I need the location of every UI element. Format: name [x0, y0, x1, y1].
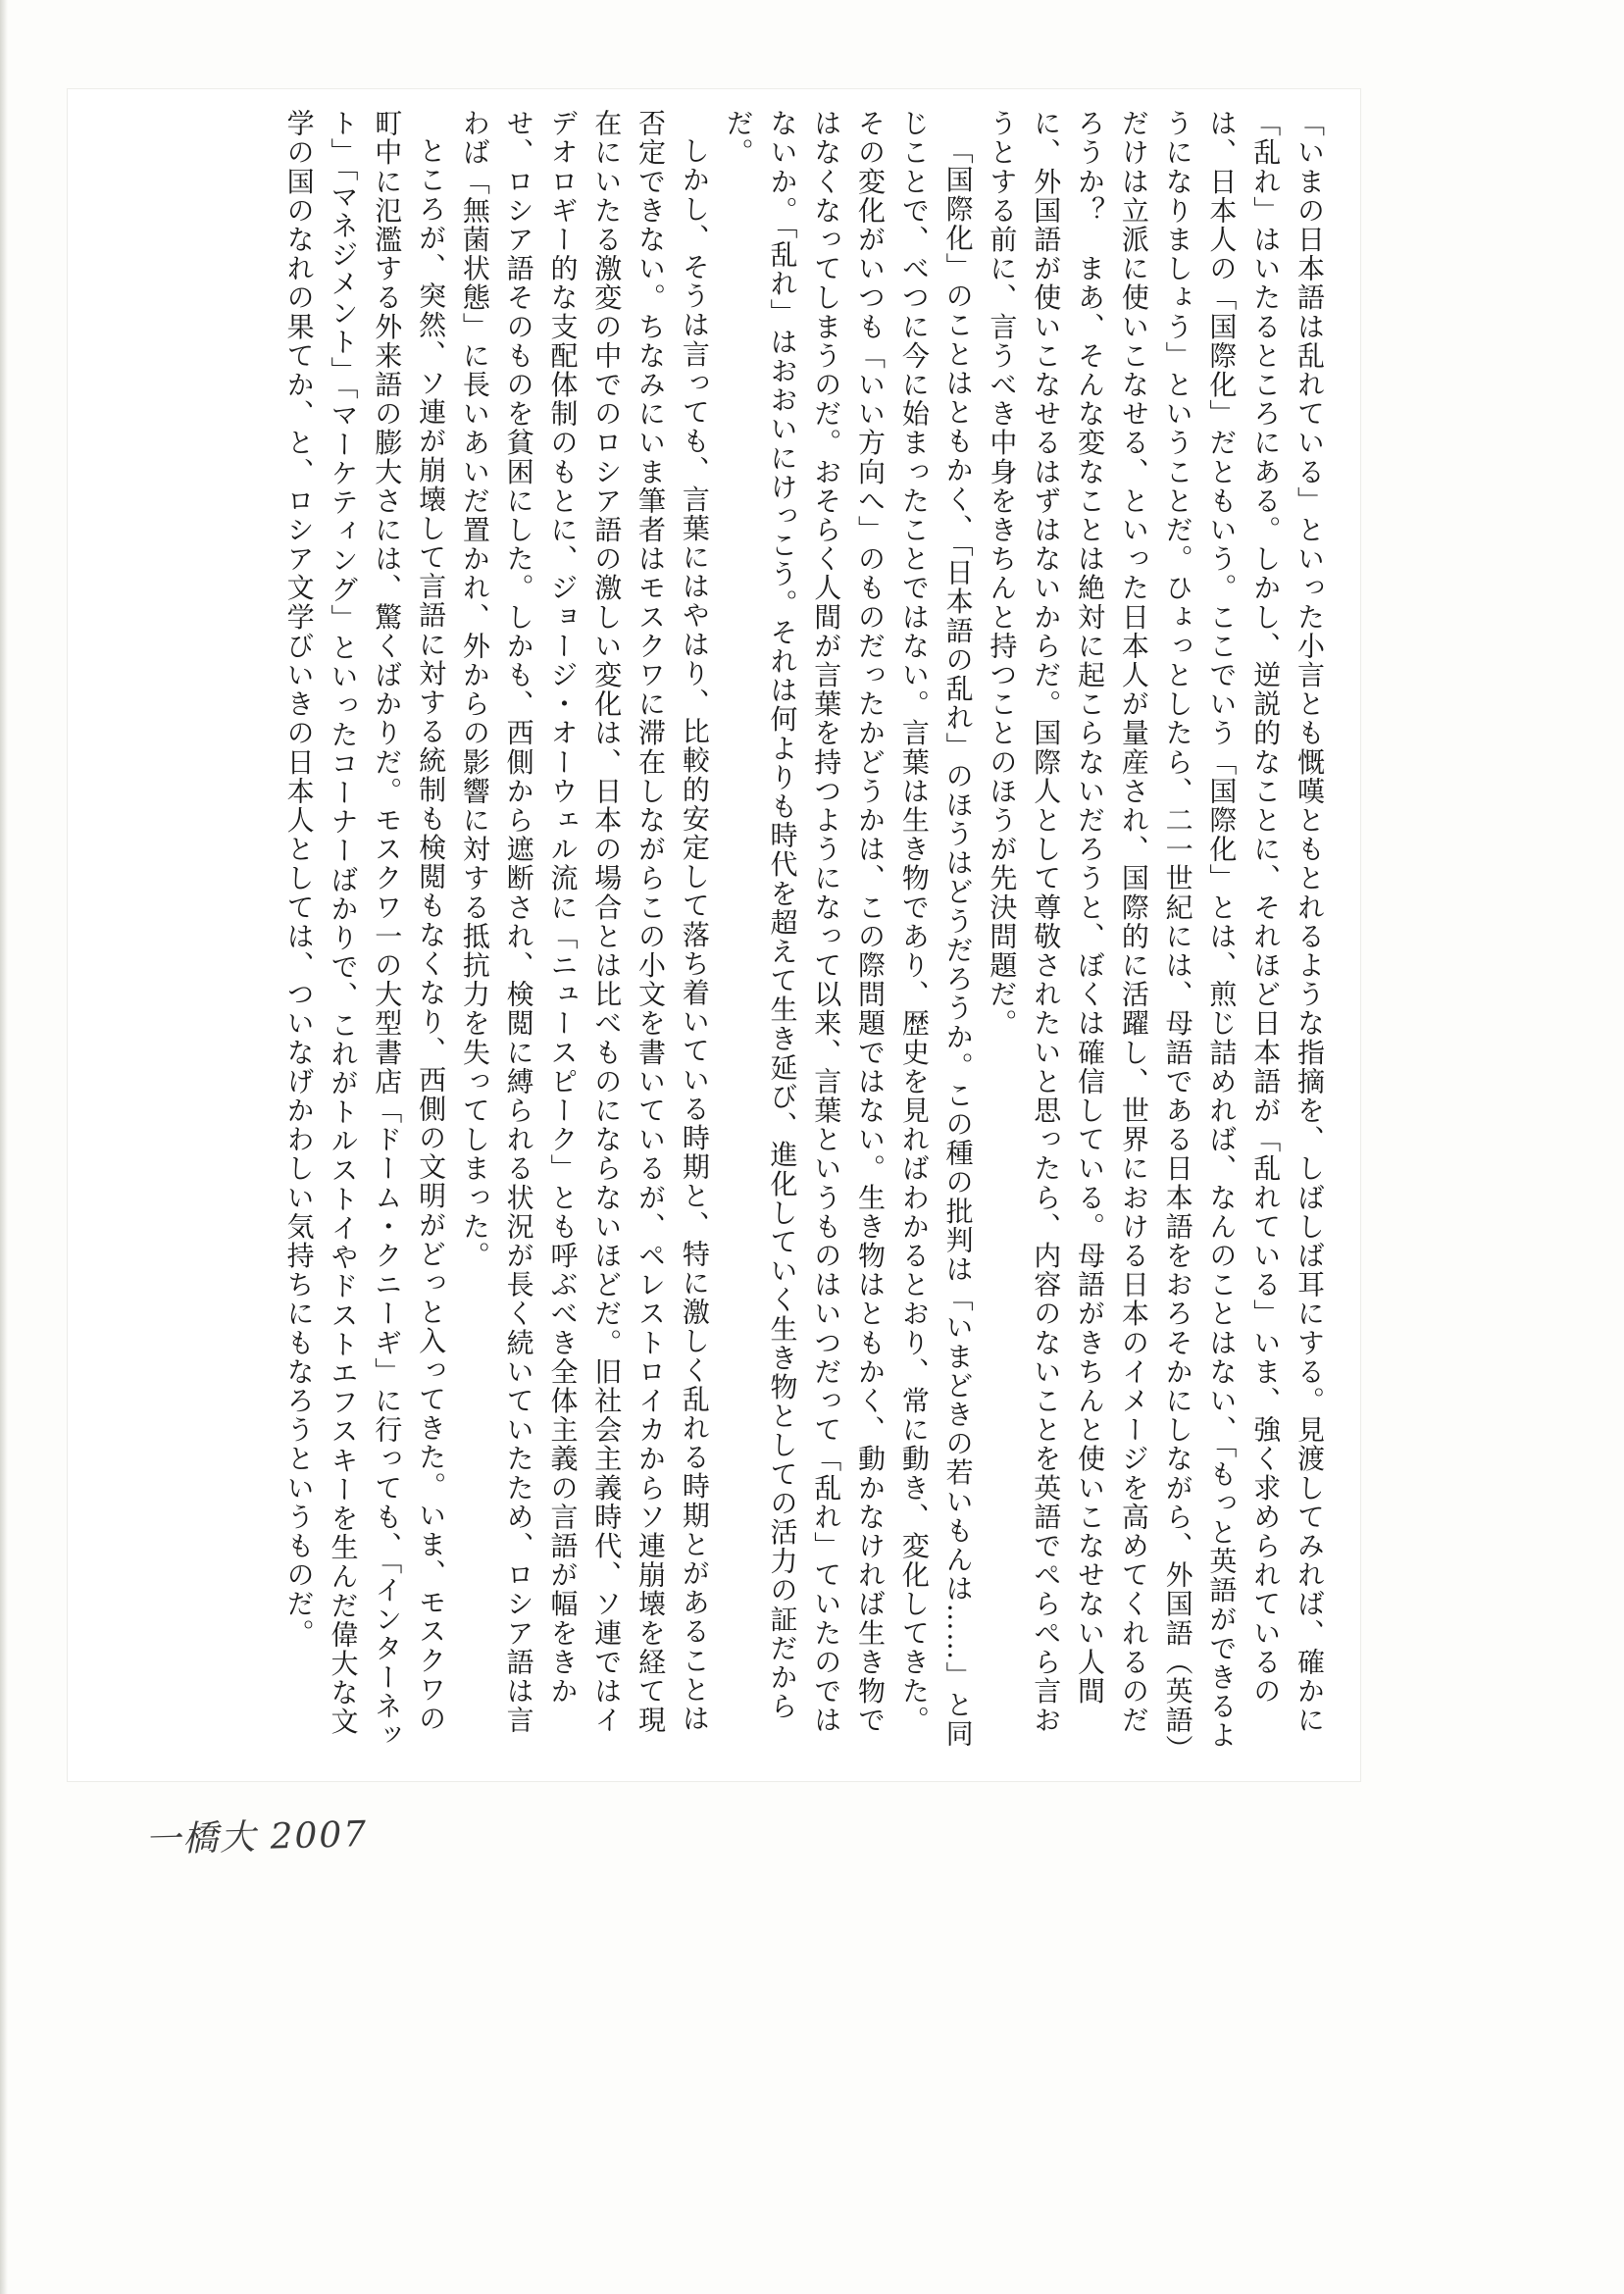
- paragraph-2: 「国際化」のことはともかく、「日本語の乱れ」のほうはどうだろうか。この種の批判は「いまどきの若いもんは……」と同じことで、べつに今に始まったことではない。言葉は生き物であり、歴史を見ればわかるとおり、常に動き、変化してきた。その変化がいつも「いい方向へ」のものだったかどうかは、この際問題ではない。生き物はともかく、動かなければ生き物ではなくなってしまうのだ。おそらく人間が言葉を持つようになって以来、言葉というものはいつだって「乱れ」ていたのではないか。「乱れ」はおおいにけっこう。それは何よりも時代を超えて生き延び、進化していく生き物としての活力の証だからだ。: [722, 109, 975, 1749]
- paragraph-3: しかし、そうは言っても、言葉にはやはり、比較的安定して落ち着いている時期と、特に激しく乱れる時期とがあることは否定できない。ちなみにいま筆者はモスクワに滞在しながらこの小文を書いているが、ペレストロイカからソ連崩壊を経て現在にいたる激変の中でのロシア語の激しい変化は、日本の場合とは比べものにならないほどだ。旧社会主義時代、ソ連ではイデオロギー的な支配体制のもとに、ジョージ・オーウェル流に「ニュースピーク」とも呼ぶべき全体主義の言語が幅をきかせ、ロシア語そのものを貧困にした。しかも、西側から遮断され、検閲に縛られる状況が長く続いていたため、ロシア語は言わば「無菌状態」に長いあいだ置かれ、外からの影響に対する抵抗力を失ってしまった。: [458, 109, 711, 1735]
- paragraph-1: 「いまの日本語は乱れている」といった小言とも慨嘆ともとれるような指摘を、しばしば耳にする。見渡してみれば、確かに「乱れ」はいたるところにある。しかし、逆説的なことに、それほど日本語が「乱れている」いま、強く求められているのは、日本人の「国際化」だともいう。ここでいう「国際化」とは、煎じ詰めれば、なんのことはない、「もっと英語ができるようになりましょう」ということだ。ひょっとしたら、二一世紀には、母語である日本語をおろそかにしながら、外国語（英語）だけは立派に使いこなせる、といった日本人が量産され、国際的に活躍し、世界における日本のイメージを高めてくれるのだろうか？ まあ、そんな変なことは絶対に起こらないだろうと、ぼくは確信している。母語がきちんと使いこなせない人間に、外国語が使いこなせるはずはないからだ。国際人として尊敬されたいと思ったら、内容のないことを英語でぺらぺら言おうとする前に、言うべき中身をきちんと持つことのほうが先決問題だ。: [986, 109, 1326, 1751]
- vertical-text-body: [87, 109, 1331, 1757]
- exam-passage-clipping: [67, 88, 1361, 1782]
- scan-edge: [0, 0, 8, 2294]
- handwritten-source-note: 一橋大 2007: [144, 1814, 369, 1861]
- paragraph-4: ところが、突然、ソ連が崩壊して言語に対する統制も検閲もなくなり、西側の文明がどっと入ってきた。いま、モスクワの町中に氾濫する外来語の膨大さには、驚くばかりだ。モスクワ一の大型書店「ドーム・クニーギ」に行っても、「インターネット」「マネジメント」「マーケティング」といったコーナーばかりで、これがトルストイやドストエフスキーを生んだ偉大な文学の国のなれの果てか、と、ロシア文学びいきの日本人としては、ついなげかわしい気持ちにもなろうというものだ。: [282, 109, 448, 1751]
